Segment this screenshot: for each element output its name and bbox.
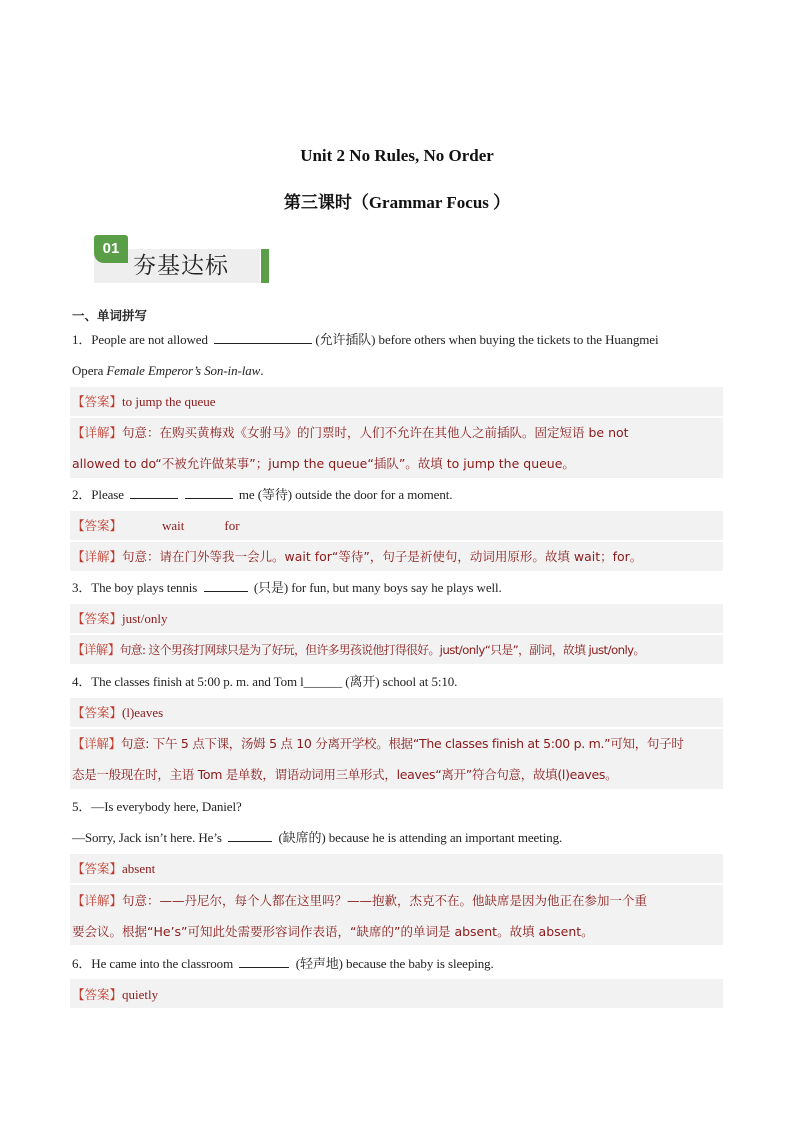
section-heading: 一、单词拼写 — [72, 308, 148, 323]
question-2-text-a: 2．Please — [72, 487, 124, 502]
answer-box — [70, 698, 723, 727]
question-5-text-c: (缺席的) because he is attending an important meeting. — [278, 830, 563, 845]
question-5-cont — [72, 828, 722, 848]
answer-text: to jump the queue — [122, 394, 216, 409]
question-1-text-c: Opera — [72, 363, 107, 378]
detail-tag: 【详解】 — [72, 642, 120, 657]
question-3-text-b: (只是) for fun, but many boys say he plays well. — [253, 580, 502, 595]
answer-tag: 【答案】 — [72, 394, 123, 409]
detail-text: 要会议。根据“He’s”可知此处需要形容词作表语，“缺席的”的单词是 absent。故填 absent。 — [72, 924, 594, 939]
question-1-text-a: 1．People are not allowed — [72, 332, 208, 347]
detail-4-line-2 — [72, 765, 617, 785]
detail-4-line-1 — [72, 734, 684, 754]
question-4-text: 4．The classes finish at 5:00 p. m. and Tom l______ (离开) school at 5:10. — [72, 674, 458, 689]
question-1-text-b: (允许插队) before others when buying the tickets to the Huangmei — [315, 332, 659, 347]
question-6 — [72, 954, 722, 974]
detail-5-line-1 — [72, 891, 647, 911]
question-1-period: . — [260, 363, 264, 378]
badge-accent-bar — [261, 249, 269, 283]
answer-tag: 【答案】 — [72, 518, 123, 533]
question-5 — [72, 797, 722, 817]
answer-box — [70, 854, 723, 883]
detail-1-line-2 — [72, 454, 575, 474]
question-3 — [72, 578, 722, 598]
question-5-text-b: —Sorry, Jack isn’t here. He’s — [72, 830, 222, 845]
detail-5-line-2 — [72, 922, 594, 942]
question-5-text-a: 5．—Is everybody here, Daniel? — [72, 799, 242, 814]
question-2 — [72, 485, 722, 505]
detail-text: 态是一般现在时，主语 Tom 是单数，谓语动词用三单形式，leaves“离开”符合句意，故填(l)eaves。 — [72, 767, 618, 782]
answer-tag: 【答案】 — [72, 705, 123, 720]
badge-label: 夯基达标 — [133, 253, 229, 279]
opera-title: Female Emperor’s Son-in-law — [106, 363, 261, 378]
detail-tag: 【详解】 — [72, 425, 123, 440]
answer-1 — [72, 392, 216, 412]
detail-text: 句意：请在门外等我一会儿。wait for“等待”，句子是祈使句，动词用原形。故填 wait；for。 — [122, 549, 643, 564]
answer-tag: 【答案】 — [72, 611, 123, 626]
section-badge — [84, 233, 270, 287]
answer-text: quietly — [122, 987, 159, 1002]
answer-4 — [72, 703, 163, 723]
detail-tag: 【详解】 — [72, 736, 121, 751]
question-4 — [72, 672, 722, 692]
detail-text: 句意: 这个男孩打网球只是为了好玩，但许多男孩说他打得很好。just/only“只是”，副词，故填 just/only。 — [119, 643, 645, 657]
question-6-text-a: 6．He came into the classroom — [72, 956, 234, 971]
answer-blank — [214, 331, 312, 344]
detail-text: 句意: 下午 5 点下课，汤姆 5 点 10 分离开学校。根据“The classes finish at 5:00 p. m.”可知，句子时 — [120, 736, 684, 751]
detail-2 — [72, 547, 642, 567]
detail-text: allowed to do“不被允许做某事”；jump the queue“插队”。故填 to jump the queue。 — [72, 456, 575, 471]
answer-blank — [204, 579, 248, 592]
answer-2 — [72, 516, 240, 536]
detail-text: 句意：在购买黄梅戏《女驸马》的门票时，人们不允许在其他人之前插队。固定短语 be not — [122, 425, 629, 440]
answer-text: just/only — [122, 611, 168, 626]
answer-text: (l)eaves — [122, 705, 164, 720]
answer-6 — [72, 985, 158, 1005]
answer-text: wait — [162, 518, 185, 533]
answer-blank — [185, 486, 233, 499]
detail-tag: 【详解】 — [72, 549, 123, 564]
detail-tag: 【详解】 — [72, 893, 123, 908]
answer-tag: 【答案】 — [72, 861, 123, 876]
answer-box — [70, 979, 723, 1008]
answer-blank — [228, 829, 272, 842]
question-1-cont — [72, 361, 722, 381]
answer-tag: 【答案】 — [72, 987, 123, 1002]
badge-number: 01 — [94, 235, 128, 263]
question-1 — [72, 330, 722, 350]
lesson-subtitle: 第三课时（Grammar Focus ） — [283, 193, 511, 212]
answer-blank — [130, 486, 178, 499]
detail-3 — [72, 640, 645, 660]
answer-text: absent — [122, 861, 156, 876]
answer-3 — [72, 609, 168, 629]
answer-text: for — [224, 518, 240, 533]
detail-1-line-1 — [72, 423, 629, 443]
unit-title: Unit 2 No Rules, No Order — [300, 146, 494, 165]
question-2-text-b: me (等待) outside the door for a moment. — [238, 487, 453, 502]
question-6-text-b: (轻声地) because the baby is sleeping. — [295, 956, 494, 971]
detail-text: 句意：——丹尼尔，每个人都在这里吗？——抱歉，杰克不在。他缺席是因为他正在参加一个重 — [122, 893, 648, 908]
question-3-text-a: 3．The boy plays tennis — [72, 580, 198, 595]
answer-5 — [72, 859, 155, 879]
answer-blank — [239, 955, 289, 968]
